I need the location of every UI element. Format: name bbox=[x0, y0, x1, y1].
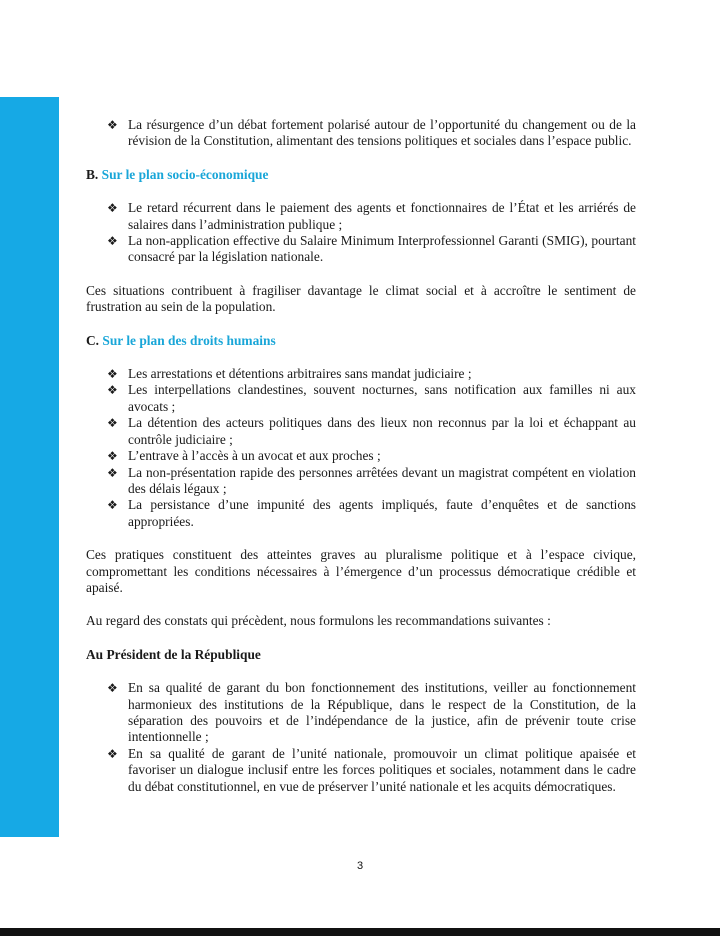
list-item bbox=[86, 415, 636, 448]
list-item bbox=[86, 233, 636, 266]
section-b-conclusion: Ces situations contribuent à fragiliser davantage le climat social et à accroître le sentiment de frustration au sein de la population. bbox=[86, 282, 636, 315]
diamond-bullet-icon: ❖ bbox=[107, 449, 118, 464]
list-item-text: En sa qualité de garant de l’unité nationale, promouvoir un climat politique apaisée et favoriser un dialogue inclusif entre les forces politiques et sociales, notamment dans le cadre du débat constitutionnel, en vue de préserver l’unité nationale et les acquits démocratiques. bbox=[128, 745, 636, 794]
diamond-bullet-icon: ❖ bbox=[107, 118, 118, 132]
president-heading: Au Président de la République bbox=[86, 646, 261, 662]
list-item-text: La non-application effective du Salaire Minimum Interprofessionnel Garanti (SMIG), pourtant consacré par la législation nationale. bbox=[128, 233, 636, 265]
list-item-text: L’entrave à l’accès à un avocat et aux proches ; bbox=[128, 448, 381, 464]
section-b-letter: B. bbox=[86, 166, 99, 182]
list-item bbox=[86, 680, 636, 746]
diamond-bullet-icon: ❖ bbox=[107, 416, 118, 431]
president-list bbox=[86, 680, 636, 795]
bottom-bar bbox=[0, 928, 720, 936]
diamond-bullet-icon: ❖ bbox=[107, 746, 118, 761]
section-c-list bbox=[86, 366, 636, 530]
diamond-bullet-icon: ❖ bbox=[107, 201, 118, 216]
diamond-bullet-icon: ❖ bbox=[107, 367, 118, 382]
section-b-list bbox=[86, 200, 636, 266]
page-content bbox=[86, 117, 636, 795]
list-item-text: La résurgence d’un débat fortement polarisé autour de l’opportunité du changement ou de la révision de la Constitution, alimentant des tensions politiques et sociales dans l’espace public. bbox=[128, 117, 636, 149]
diamond-bullet-icon: ❖ bbox=[107, 383, 118, 398]
recommendations-intro: Au regard des constats qui précèdent, nous formulons les recommandations suivantes : bbox=[86, 613, 551, 629]
list-item bbox=[86, 497, 636, 530]
list-item bbox=[86, 382, 636, 415]
list-item-text: La persistance d’une impunité des agents impliqués, faute d’enquêtes et de sanctions appropriées. bbox=[128, 497, 636, 529]
list-item bbox=[86, 200, 636, 233]
list-item-text: La détention des acteurs politiques dans des lieux non reconnus par la loi et échappant au contrôle judiciaire ; bbox=[128, 415, 636, 447]
diamond-bullet-icon: ❖ bbox=[107, 465, 118, 480]
section-c-heading bbox=[86, 333, 636, 349]
side-accent-bar bbox=[0, 97, 59, 837]
list-item bbox=[86, 746, 636, 795]
list-item bbox=[86, 448, 636, 464]
section-b-title: Sur le plan socio-économique bbox=[101, 166, 269, 182]
list-item bbox=[86, 117, 636, 150]
page-number: 3 bbox=[356, 860, 364, 872]
list-item-text: En sa qualité de garant du bon fonctionnement des institutions, veiller au fonctionnement harmonieux des institutions de la République, dans le respect de la Constitution, de la séparation des pouvoirs et de l’indépendance de la justice, afin de prévenir toute crise intentionnelle ; bbox=[128, 680, 636, 745]
section-a-tail-list bbox=[86, 117, 636, 150]
diamond-bullet-icon: ❖ bbox=[107, 498, 118, 513]
list-item-text: Le retard récurrent dans le paiement des agents et fonctionnaires de l’État et les arriérés de salaires dans l’administration publique ; bbox=[128, 200, 636, 232]
diamond-bullet-icon: ❖ bbox=[107, 234, 118, 249]
list-item bbox=[86, 366, 636, 382]
list-item-text: Les interpellations clandestines, souvent nocturnes, sans notification aux familles ni aux avocats ; bbox=[128, 382, 636, 414]
list-item-text: Les arrestations et détentions arbitraires sans mandat judiciaire ; bbox=[128, 366, 472, 382]
section-b-heading bbox=[86, 167, 636, 183]
list-item-text: La non-présentation rapide des personnes arrêtées devant un magistrat compétent en violation des délais légaux ; bbox=[128, 464, 636, 496]
diamond-bullet-icon: ❖ bbox=[107, 681, 118, 696]
section-c-title: Sur le plan des droits humains bbox=[102, 332, 276, 348]
section-c-letter: C. bbox=[86, 332, 100, 348]
list-item bbox=[86, 465, 636, 498]
section-c-conclusion: Ces pratiques constituent des atteintes graves au pluralisme politique et à l’espace civique, compromettant les conditions nécessaires à l’émergence d’un processus démocratique crédible et apaisé. bbox=[86, 547, 636, 595]
